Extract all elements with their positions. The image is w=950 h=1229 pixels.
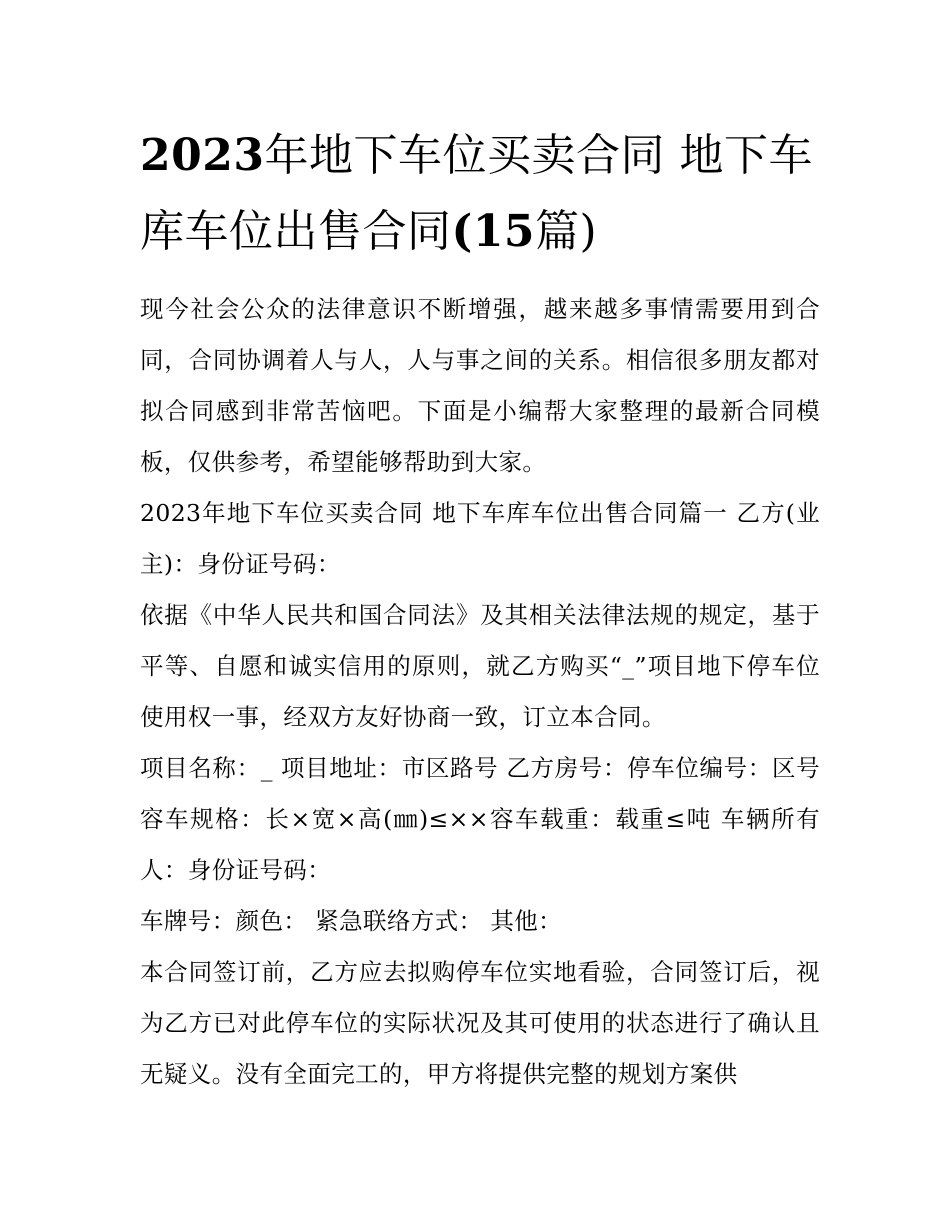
document-page xyxy=(140,118,820,1100)
paragraph-project-info: 项目名称：_ 项目地址：市区路号 乙方房号：停车位编号：区号 容车规格：长×宽×高(㎜)≤××容车载重：载重≤吨 车辆所有人：身份证号码： xyxy=(140,754,820,884)
document-title xyxy=(140,118,820,270)
paragraph-vehicle-info: 车牌号：颜色： 紧急联络方式： 其他： xyxy=(140,907,563,935)
title-text-main: 年地下车位买卖合同 地下车库车位出售合同 xyxy=(140,130,813,257)
paragraph-section-heading: 2023年地下车位买卖合同 地下车库车位出售合同篇一 乙方(业主)：身份证号码： xyxy=(140,499,820,578)
document-body xyxy=(140,284,820,1100)
title-count: (15 xyxy=(451,206,536,257)
title-year: 2023 xyxy=(140,130,265,181)
title-text-end: 篇) xyxy=(535,206,598,257)
paragraph-inspection: 本合同签订前，乙方应去拟购停车位实地看验，合同签订后，视为乙方已对此停车位的实际状况及其可使用的状态进行了确认且无疑义。没有全面完工的，甲方将提供完整的规划方案供 xyxy=(140,958,820,1088)
paragraph-legal-basis: 依据《中华人民共和国合同法》及其相关法律法规的规定，基于平等、自愿和诚实信用的原则，就乙方购买“_”项目地下停车位使用权一事，经双方友好协商一致，订立本合同。 xyxy=(140,601,820,731)
paragraph-intro: 现今社会公众的法律意识不断增强，越来越多事情需要用到合同，合同协调着人与人，人与事之间的关系。相信很多朋友都对拟合同感到非常苦恼吧。下面是小编帮大家整理的最新合同模板，仅供参考，希望能够帮助到大家。 xyxy=(140,295,820,476)
